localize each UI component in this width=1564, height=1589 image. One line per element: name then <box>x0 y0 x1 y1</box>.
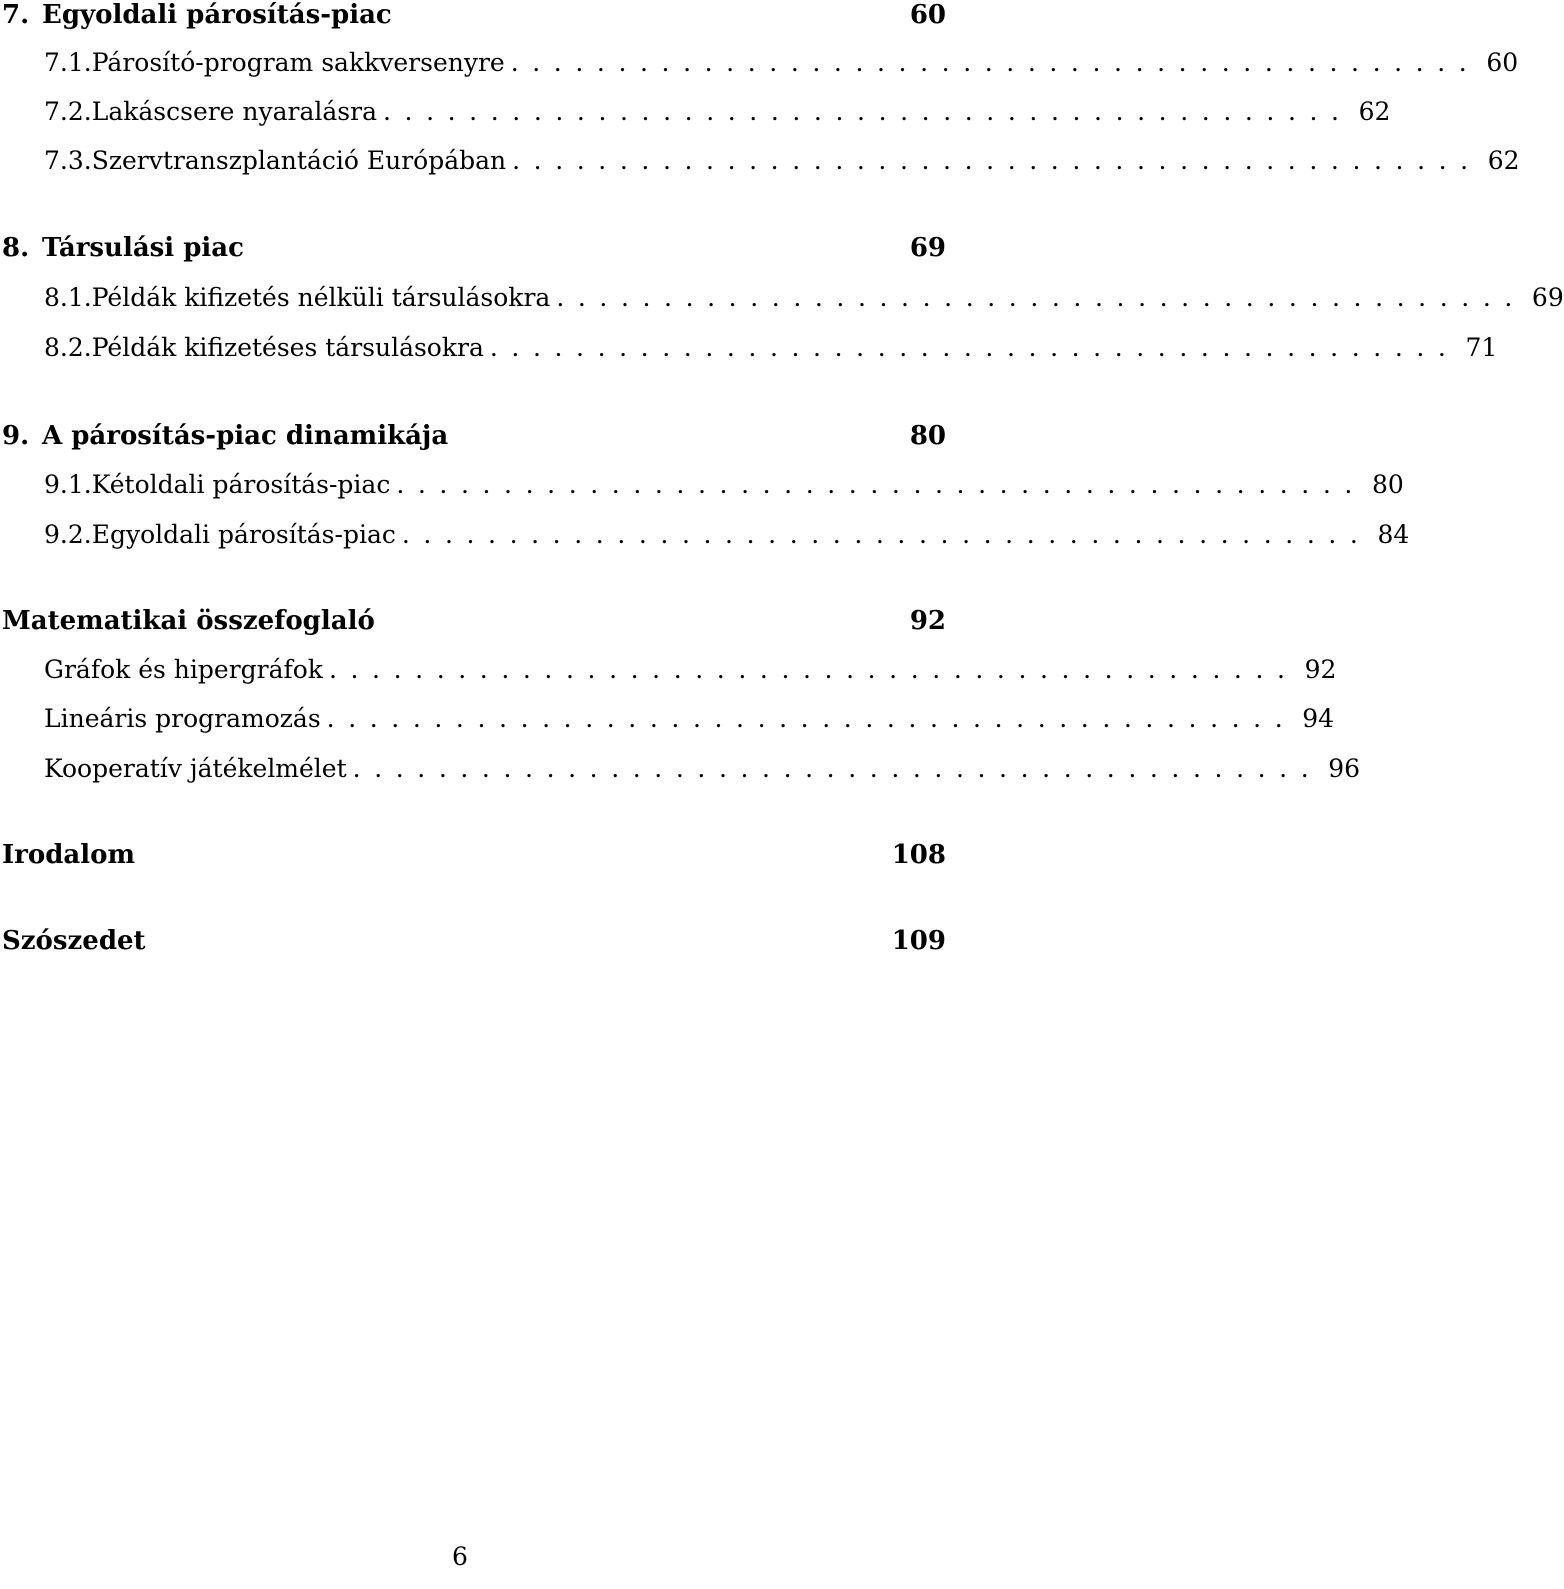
toc-chapter-glossary[interactable] <box>0 926 962 956</box>
toc-section-9-2[interactable] <box>0 520 1410 550</box>
toc-chapter-math-summary[interactable] <box>0 606 962 636</box>
page-number: 6 <box>452 1542 468 1571</box>
toc-section-7-2[interactable] <box>0 97 1391 127</box>
toc-chapter-7[interactable] <box>0 0 962 30</box>
chapter-number: 9. <box>2 421 30 451</box>
toc-section-9-1[interactable] <box>0 470 1404 500</box>
toc-section-cooperative-game-theory[interactable] <box>0 754 1361 784</box>
section-number: 7.1. <box>44 48 92 77</box>
leader-dots: ............................................. <box>512 146 1482 175</box>
section-title: Példák kifizetéses társulásokra <box>91 333 484 362</box>
leader-dots: ............................................. <box>556 283 1526 312</box>
section-number: 8.1. <box>44 283 92 312</box>
section-number: 8.2. <box>44 333 92 362</box>
leader-dots: ............................................. <box>328 655 1299 684</box>
chapter-title: Egyoldali párosítás-piac <box>42 0 392 30</box>
chapter-page: 80 <box>909 421 946 451</box>
section-title: Párosító-program sakkversenyre <box>91 48 505 77</box>
toc-chapter-8[interactable] <box>0 233 962 263</box>
chapter-title: A párosítás-piac dinamikája <box>42 421 449 451</box>
section-page: 96 <box>1328 754 1361 783</box>
section-page: 62 <box>1487 146 1520 175</box>
section-page: 80 <box>1371 470 1404 499</box>
section-title: Lineáris programozás <box>44 704 321 733</box>
chapter-title: Irodalom <box>2 840 135 870</box>
section-number: 7.3. <box>44 146 92 175</box>
section-number: 7.2. <box>44 97 92 126</box>
section-page: 71 <box>1465 333 1498 362</box>
chapter-title: Társulási piac <box>42 233 244 263</box>
section-title: Szervtranszplantáció Európában <box>91 146 507 175</box>
section-page: 92 <box>1304 655 1337 684</box>
chapter-page: 60 <box>909 0 946 30</box>
leader-dots: ............................................. <box>396 470 1366 499</box>
section-page: 62 <box>1358 97 1391 126</box>
section-title: Egyoldali párosítás-piac <box>91 520 396 549</box>
chapter-title: Matematikai összefoglaló <box>2 606 375 636</box>
chapter-number: 7. <box>2 0 30 30</box>
section-page: 69 <box>1531 283 1564 312</box>
chapter-number: 8. <box>2 233 30 263</box>
section-title: Lakáscsere nyaralásra <box>91 97 377 126</box>
toc-chapter-bibliography[interactable] <box>0 840 962 870</box>
chapter-title: Szószedet <box>2 926 146 956</box>
toc-section-linear-programming[interactable] <box>0 704 1335 734</box>
section-page: 60 <box>1486 48 1519 77</box>
section-number: 9.1. <box>44 470 92 499</box>
leader-dots: ............................................. <box>510 48 1481 77</box>
chapter-page: 108 <box>891 840 946 870</box>
toc-section-graphs[interactable] <box>0 655 1337 685</box>
section-title: Gráfok és hipergráfok <box>44 655 323 684</box>
section-page: 84 <box>1377 520 1410 549</box>
toc-section-8-2[interactable] <box>0 333 1498 363</box>
toc-section-7-3[interactable] <box>0 146 1520 176</box>
leader-dots: ............................................. <box>401 520 1372 549</box>
leader-dots: ............................................. <box>383 97 1353 126</box>
leader-dots: ............................................. <box>326 704 1297 733</box>
chapter-page: 69 <box>909 233 946 263</box>
section-number: 9.2. <box>44 520 92 549</box>
leader-dots: ............................................. <box>489 333 1460 362</box>
toc-section-8-1[interactable] <box>0 283 1564 313</box>
toc-section-7-1[interactable] <box>0 48 1519 78</box>
chapter-page: 109 <box>891 926 946 956</box>
chapter-page: 92 <box>909 606 946 636</box>
section-title: Kétoldali párosítás-piac <box>91 470 391 499</box>
leader-dots: ............................................. <box>352 754 1323 783</box>
section-page: 94 <box>1302 704 1335 733</box>
section-title: Példák kifizetés nélküli társulásokra <box>91 283 551 312</box>
toc-chapter-9[interactable] <box>0 421 962 451</box>
section-title: Kooperatív játékelmélet <box>44 754 347 783</box>
